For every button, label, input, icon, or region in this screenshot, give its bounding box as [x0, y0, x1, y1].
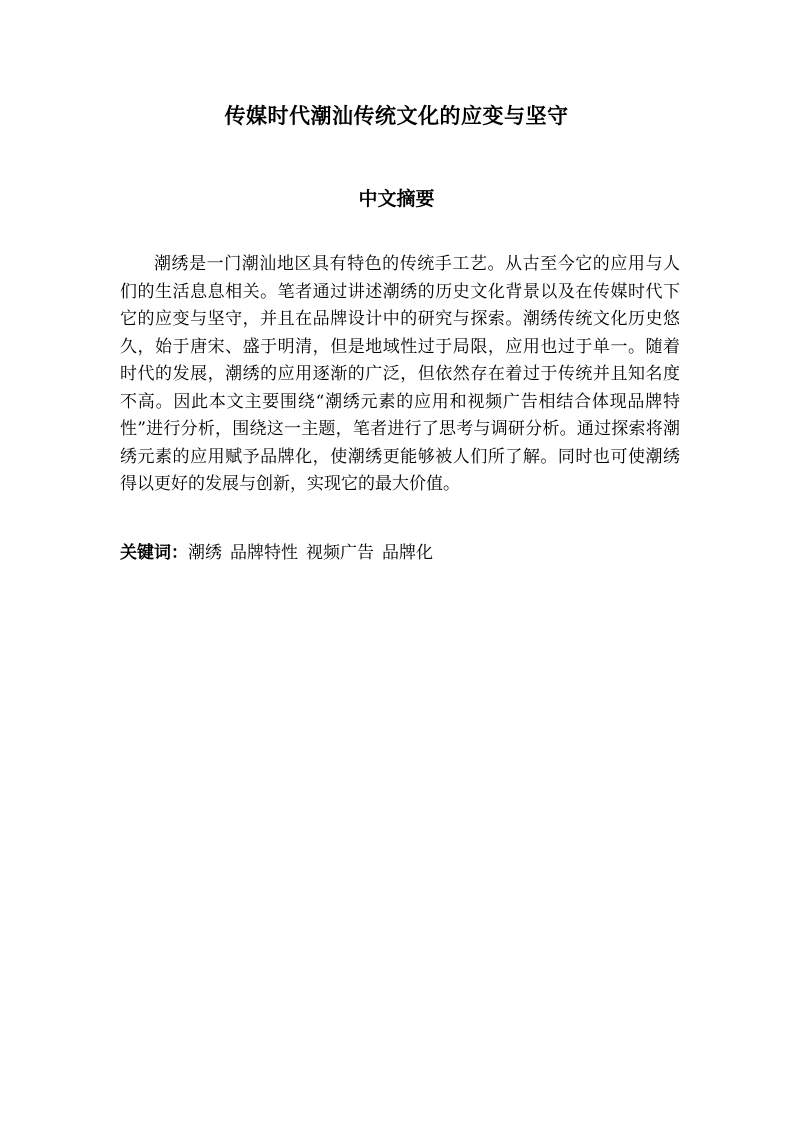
keywords-label: 关键词：	[120, 543, 188, 563]
keyword-item: 潮绣	[188, 543, 222, 563]
keyword-item: 品牌特性	[230, 543, 298, 563]
keyword-item: 品牌化	[382, 543, 433, 563]
document-title: 传媒时代潮汕传统文化的应变与坚守	[224, 104, 569, 128]
abstract-heading: 中文摘要	[358, 188, 435, 210]
keyword-item: 视频广告	[306, 543, 374, 563]
abstract-paragraph: 潮绣是一门潮汕地区具有特色的传统手工艺。从古至今它的应用与人们的生活息息相关。笔者通过讲述潮绣的历史文化背景以及在传媒时代下它的应变与坚守，并且在品牌设计中的研究与探索。潮绣传统文化历史悠久，始于唐宋、盛于明清，但是地域性过于局限，应用也过于单一。随着时代的发展，潮绣的应用逐渐的广泛，但依然存在着过于传统并且知名度不高。因此本文主要围绕“潮绣元素的应用和视频广告相结合体现品牌特性”进行分析，围绕这一主题，笔者进行了思考与调研分析。通过探索将潮绣元素的应用赋予品牌化，使潮绣更能够被人们所了解。同时也可使潮绣得以更好的发展与创新，实现它的最大价值。	[120, 254, 680, 494]
keywords-line	[120, 539, 680, 567]
